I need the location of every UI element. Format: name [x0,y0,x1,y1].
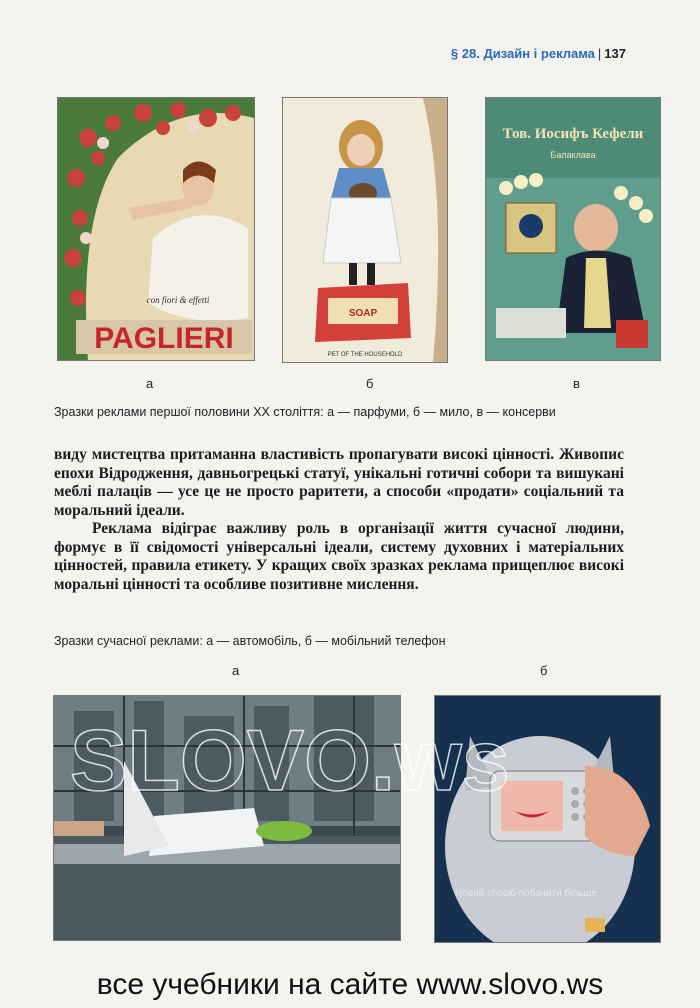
perfume-small-text: con fiori & effetti [146,295,210,305]
car-ad-illustration [54,696,400,940]
soap-box-text: SOAP [348,308,378,319]
caption-bottom: Зразки сучасної реклами: а — автомобіль, б — мобільний телефон [54,634,446,648]
letter-bottom-a: а [232,663,240,678]
paragraph-1: виду мистецтва притаманна властивість пропагувати високі цінності. Живопис епохи Відродження, давньогрецькі статуї, унікальні готичні собори та вишукані меблі палаців — усе це не просто раритети, а способи «продати» соціальний та моральний ідеали. [54,446,624,519]
phone-ad-text-line: Новий спосіб побачити більше [455,888,597,899]
canned-subtitle: Балаклава [550,150,596,160]
caption-top: Зразки реклами першої половини XX століття: а — парфуми, б — мило, в — консерви [54,405,556,419]
phone-ad-text [455,887,597,899]
page-header: § 28. Дизайн і реклама | 137 [450,46,626,61]
paragraph-2: Реклама відіграє важливу роль в організації життя сучасної людини, формує в її свідомості універсальні ідеали, систему духовних і матеріальних цінностей, правила етикету. У кращих своїх зразках реклама прищеплює високі моральні цінності та особливе позитивне мислення. [54,520,624,593]
canned-food-illustration [486,98,660,360]
poster-soap [282,97,448,363]
letter-top-b: б [366,376,374,391]
body-text [54,446,624,594]
soap-illustration [283,98,447,362]
canned-title: Тов. Иосифъ Кефели [502,126,644,142]
footer-text: все учебники на сайте www.slovo.ws [96,968,604,1001]
phone-ad-illustration [435,696,660,942]
poster-canned-food [485,97,661,361]
ad-car [53,695,401,941]
soap-bottom-text: PET OF THE HOUSEHOLD [327,352,403,358]
section-title: § 28. Дизайн і реклама [450,46,595,61]
letter-top-v: в [573,376,580,391]
poster-perfume [57,97,255,361]
letter-top-a: а [146,376,154,391]
letter-bottom-b: б [540,663,548,678]
ad-phone [434,695,661,943]
page-number: 137 [604,46,626,61]
brand-paglieri: PAGLIERI [94,322,234,355]
perfume-illustration [58,98,254,360]
